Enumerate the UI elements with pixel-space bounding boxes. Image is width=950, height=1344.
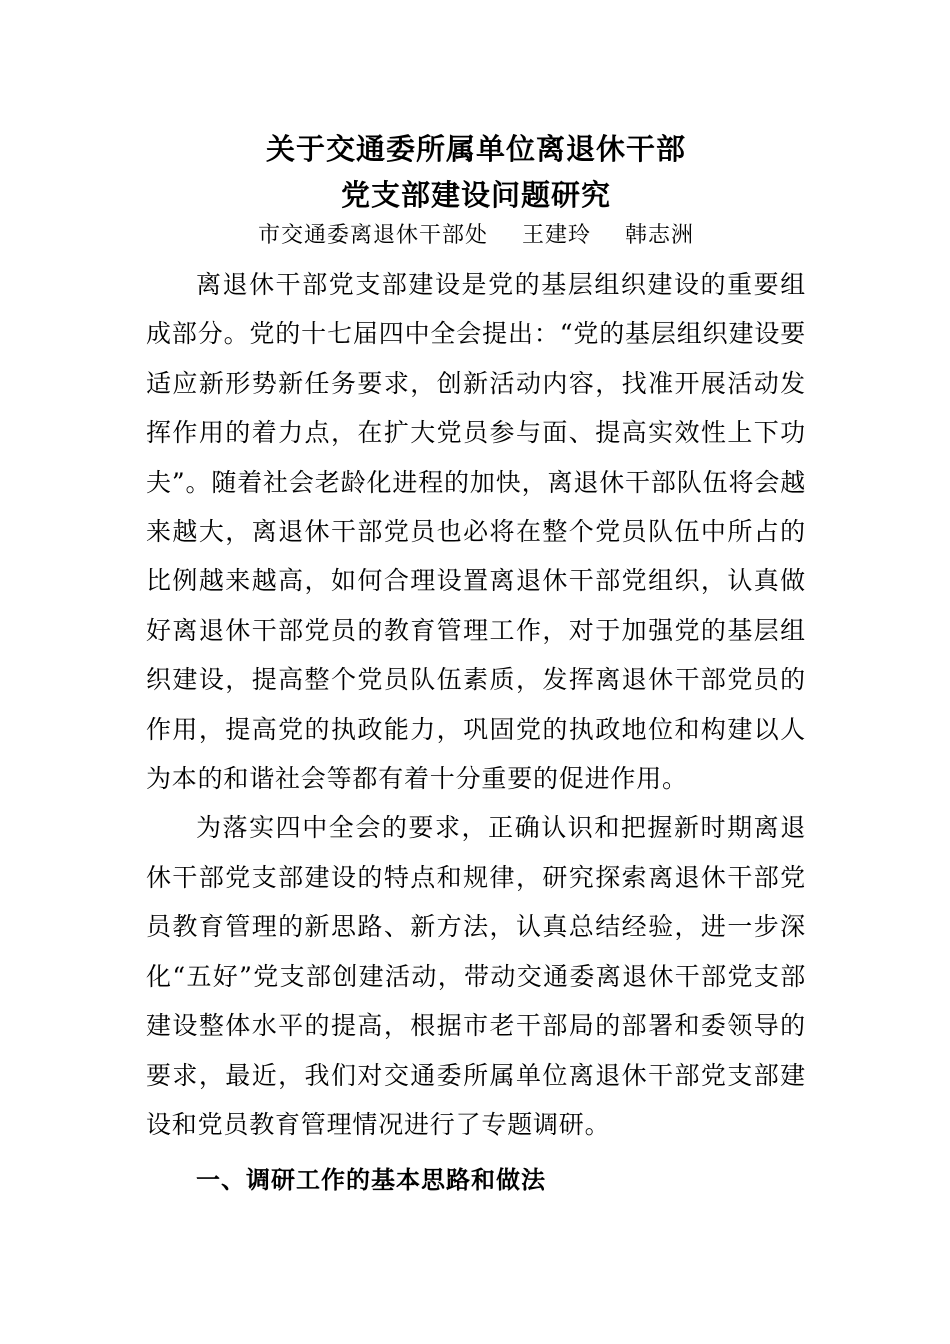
paragraph-2: 为落实四中全会的要求，正确认识和把握新时期离退休干部党支部建设的特点和规律，研究探索离退休干部党员教育管理的新思路、新方法，认真总结经验，进一步深化“五好”党支部创建活动，带动交通委离退休干部党支部建设整体水平的提高，根据市老干部局的部署和委领导的要求，最近，我们对交通委所属单位离退休干部党支部建设和党员教育管理情况进行了专题调研。 xyxy=(146,813,806,1139)
paragraph-1: 离退休干部党支部建设是党的基层组织建设的重要组成部分。党的十七届四中全会提出：“党的基层组织建设要适应新形势新任务要求，创新活动内容，找准开展活动发挥作用的着力点，在扩大党员参与面、提高实效性上下功夫”。随着社会老龄化进程的加快，离退休干部队伍将会越来越大，离退休干部党员也必将在整个党员队伍中所占的比例越来越高，如何合理设置离退休干部党组织，认真做好离退休干部党员的教育管理工作，对于加强党的基层组织建设，提高整个党员队伍素质，发挥离退休干部党员的作用，提高党的执政能力，巩固党的执政地位和构建以人为本的和谐社会等都有着十分重要的促进作用。 xyxy=(146,270,806,794)
document-body xyxy=(146,126,806,1205)
byline-organization: 市交通委离退休干部处 xyxy=(257,223,488,248)
document-title xyxy=(146,126,806,218)
byline-author-1: 王建玲 xyxy=(521,223,591,248)
section-heading-1: 一、调研工作的基本思路和做法 xyxy=(196,1166,546,1195)
title-line-2: 党支部建设问题研究 xyxy=(340,178,611,212)
title-line-1: 关于交通委所属单位离退休干部 xyxy=(265,132,686,166)
byline xyxy=(146,218,806,254)
byline-author-2: 韩志洲 xyxy=(625,223,695,248)
